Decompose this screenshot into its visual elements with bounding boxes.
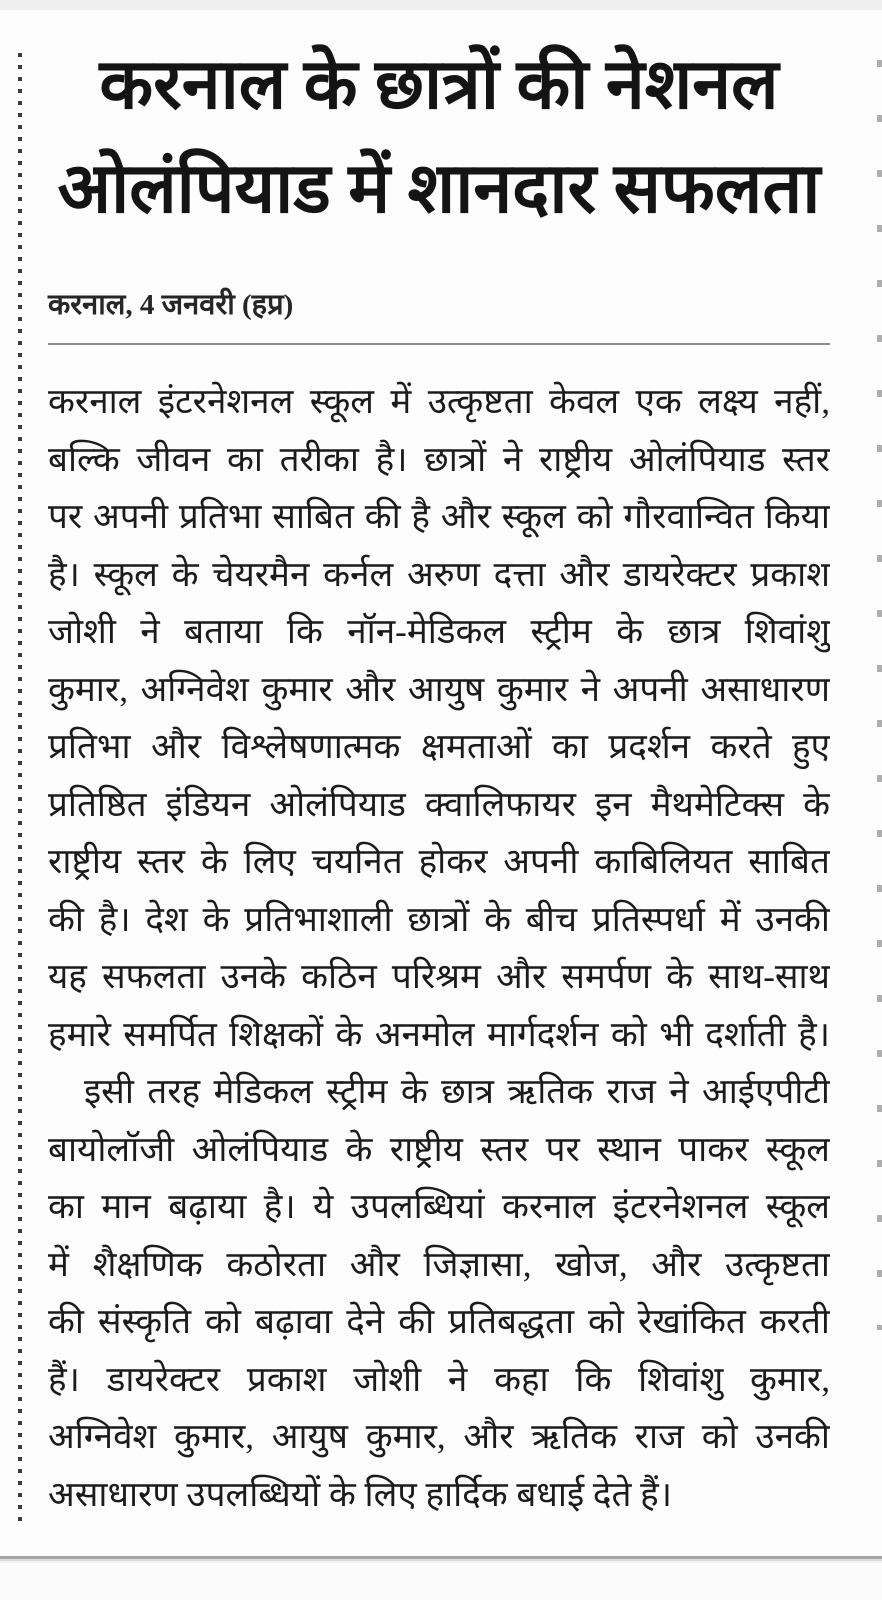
body-line: राष्ट्रीय स्तर के लिए चयनित होकर अपनी काबिलियत साबित	[48, 842, 830, 881]
body-line: जोशी ने बताया कि नॉन-मेडिकल स्ट्रीम के छात्र शिवांशु	[48, 612, 830, 651]
body-line: हैं। डायरेक्टर प्रकाश जोशी ने कहा कि शिवांशु कुमार,	[48, 1359, 830, 1399]
body-line: का मान बढ़ाया है। ये उपलब्धियां करनाल इंटरनेशनल स्कूल	[48, 1187, 830, 1226]
body-line: असाधारण उपलब्धियों के लिए हार्दिक बधाई देते हैं।	[48, 1474, 673, 1514]
body-line: में शैक्षणिक कठोरता और जिज्ञासा, खोज, और उत्कृष्टता	[48, 1244, 830, 1284]
body-line: की संस्कृति को बढ़ावा देने की प्रतिबद्धता को रेखांकित करती	[48, 1302, 830, 1341]
body-line: प्रतिभा और विश्लेषणात्मक क्षमताओं का प्रदर्शन करते हुए	[48, 727, 830, 766]
body-line: इसी तरह मेडिकल स्ट्रीम के छात्र ऋतिक राज ने आईएपीटी	[84, 1072, 830, 1111]
body-line: बल्कि जीवन का तरीका है। छात्रों ने राष्ट्रीय ओलंपियाड स्तर	[48, 439, 830, 479]
article-body	[48, 373, 830, 1523]
headline-line-2: ओलंपियाड में शानदार सफलता	[57, 151, 821, 228]
body-line: पर अपनी प्रतिभा साबित की है और स्कूल को गौरवान्वित किया	[48, 497, 830, 536]
body-line: हमारे समर्पित शिक्षकों के अनमोल मार्गदर्शन को भी दर्शाती है।	[48, 1014, 830, 1054]
body-line: की है। देश के प्रतिभाशाली छात्रों के बीच प्रतिस्पर्धा में उनकी	[48, 899, 830, 939]
body-line: है। स्कूल के चेयरमैन कर्नल अरुण दत्ता और डायरेक्टर प्रकाश	[48, 554, 830, 594]
body-line: अग्निवेश कुमार, आयुष कुमार, और ऋतिक राज को उनकी	[48, 1417, 830, 1456]
body-line: कुमार, अग्निवेश कुमार और आयुष कुमार ने अपनी असाधारण	[48, 669, 830, 709]
body-line: बायोलॉजी ओलंपियाड के राष्ट्रीय स्तर पर स्थान पाकर स्कूल	[48, 1129, 830, 1169]
bottom-margin	[0, 1563, 882, 1600]
dateline: करनाल, 4 जनवरी (हप्र)	[48, 289, 294, 321]
bottom-separator-rule	[0, 1556, 882, 1563]
body-line: प्रतिष्ठित इंडियन ओलंपियाड क्वालिफायर इन मैथमेटिक्स के	[48, 784, 830, 824]
dateline-divider	[48, 343, 830, 345]
body-line: यह सफलता उनके कठिन परिश्रम और समर्पण के साथ-साथ	[48, 957, 830, 996]
body-line: करनाल इंटरनेशनल स्कूल में उत्कृष्टता केवल एक लक्ष्य नहीं,	[48, 382, 830, 421]
article-headline	[48, 34, 830, 242]
headline-line-1: करनाल के छात्रों की नेशनल	[99, 47, 779, 124]
